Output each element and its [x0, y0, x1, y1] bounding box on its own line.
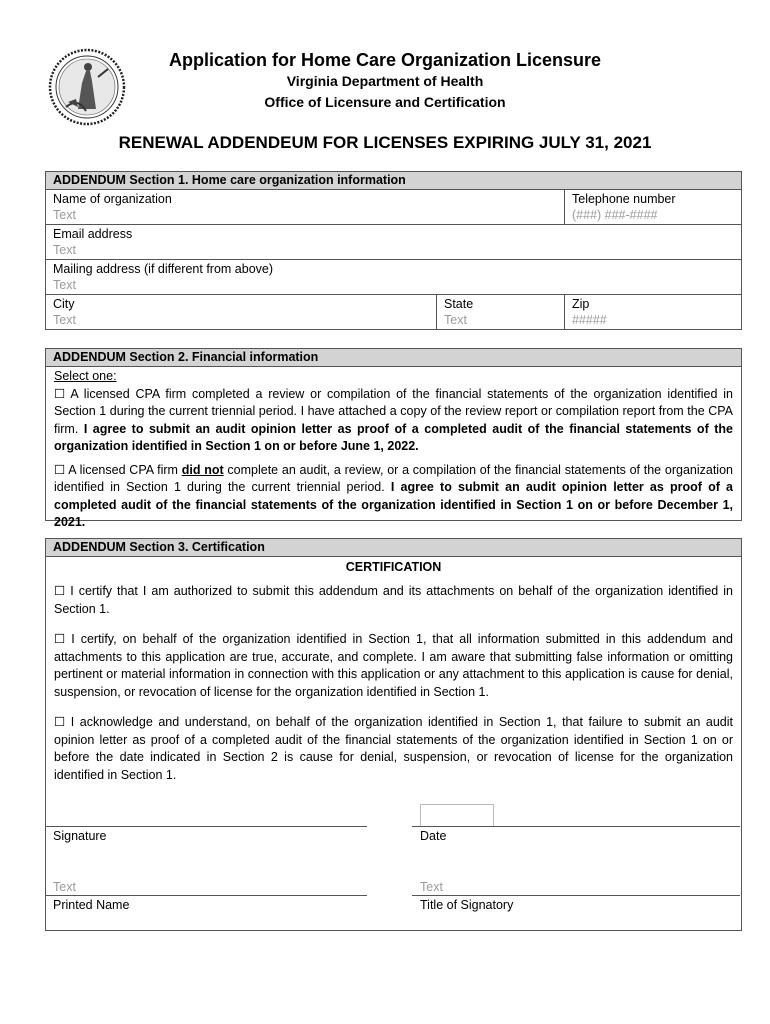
- email-field[interactable]: [46, 225, 741, 259]
- option1-text: A licensed CPA firm completed a review or compilation of the financial statements of the organization identified in Section 1 during the current triennial period. I have attached a copy of the review report or compilation report from the CPA firm.: [54, 386, 733, 436]
- signature-line: [45, 826, 367, 827]
- mail-label: Mailing address (if different from above): [53, 262, 274, 276]
- city-row: [46, 295, 741, 329]
- date-label: Date: [420, 829, 447, 843]
- cert1-text: I certify that I am authorized to submit this addendum and its attachments on behalf of the organization identified in Section 1.: [54, 584, 733, 616]
- state-input[interactable]: Text: [444, 313, 467, 327]
- section2-box: [45, 348, 742, 529]
- addendum-title: RENEWAL ADDENDEUM FOR LICENSES EXPIRING JULY 31, 2021: [118, 133, 652, 152]
- title-input[interactable]: Text: [420, 880, 443, 894]
- title-line: [412, 895, 740, 896]
- printed-name-line: [45, 895, 367, 896]
- org-input[interactable]: Text: [53, 208, 76, 222]
- title-label: Title of Signatory: [420, 898, 514, 912]
- printed-name-input[interactable]: Text: [53, 880, 76, 894]
- option1-paragraph: [46, 386, 741, 456]
- date-line: [412, 826, 740, 827]
- city-input[interactable]: Text: [53, 313, 76, 327]
- signature-label: Signature: [53, 829, 107, 843]
- date-input-box[interactable]: [420, 804, 494, 827]
- section3-heading: ADDENDUM Section 3. Certification: [46, 539, 741, 557]
- cert3-checkbox[interactable]: ☐: [54, 715, 66, 729]
- email-label: Email address: [53, 227, 133, 241]
- mail-input[interactable]: Text: [53, 278, 76, 292]
- option2-paragraph: [46, 462, 741, 532]
- state-label: State: [444, 297, 474, 311]
- office-name: Office of Licensure and Certification: [264, 94, 506, 110]
- zip-field[interactable]: [564, 295, 741, 329]
- cert3-text: I acknowledge and understand, on behalf of the organization identified in Section 1, that failure to submit an audit opinion letter as proof of a completed audit of the financial statements of the organization identified in Section 1 on or before the date indicated in Section 2 is cause for denial, suspension, or revocation of license for the organization identified in Section 1.: [54, 715, 733, 782]
- form-title: Application for Home Care Organization Licensure: [168, 50, 602, 70]
- mail-row: [46, 260, 741, 295]
- option1-checkbox[interactable]: ☐: [54, 386, 66, 401]
- option2-checkbox[interactable]: ☐: [54, 462, 66, 477]
- cert2-paragraph: [46, 631, 741, 701]
- org-row: [46, 190, 741, 225]
- state-field[interactable]: [436, 295, 564, 329]
- cert1-checkbox[interactable]: ☐: [54, 584, 66, 598]
- option2-bold-text: I agree to submit an audit opinion letter as proof of a completed audit of the financial statements of the organization identified in Section 1 on or before December 1, 2021.: [54, 480, 733, 529]
- select-one-label: Select one:: [54, 369, 117, 383]
- option2-pre-text: A licensed CPA firm: [68, 462, 182, 477]
- zip-label: Zip: [572, 297, 590, 311]
- section2-heading: ADDENDUM Section 2. Financial information: [46, 349, 741, 367]
- option1-bold-text: I agree to submit an audit opinion letter as proof of a completed audit of the financial statements of the organization identified in Section 1 on or before June 1, 2022.: [54, 421, 733, 453]
- zip-input[interactable]: #####: [572, 313, 607, 327]
- mail-field[interactable]: [46, 260, 741, 294]
- city-label: City: [53, 297, 75, 311]
- cert2-checkbox[interactable]: ☐: [54, 632, 66, 646]
- option2-text: complete an audit, a review, or a compilation of the financial statements of the organization identified in Section 1 during the current triennial period.: [54, 462, 733, 494]
- phone-label: Telephone number: [572, 192, 676, 206]
- phone-input[interactable]: (###) ###-####: [572, 208, 658, 222]
- cert3-paragraph: [46, 714, 741, 784]
- option2-did-not: did not: [181, 462, 224, 477]
- org-label: Name of organization: [53, 192, 172, 206]
- phone-field[interactable]: [564, 190, 741, 224]
- section3-box: [45, 538, 742, 931]
- department-name: Virginia Department of Health: [286, 73, 484, 89]
- certification-title: CERTIFICATION: [345, 560, 442, 574]
- org-field[interactable]: [46, 190, 564, 224]
- city-field[interactable]: [46, 295, 436, 329]
- email-row: [46, 225, 741, 260]
- section1-box: [45, 171, 742, 330]
- cert2-text: I certify, on behalf of the organization identified in Section 1, that all information submitted in this addendum and attachments to this application are true, accurate, and complete. I am aware that submitting false information or omitting pertinent or material information in connection with this application or any attachment to this application is cause for denial, suspension, or revocation of license for the organization identified in Section 1.: [54, 632, 733, 699]
- section1-heading: ADDENDUM Section 1. Home care organization information: [46, 172, 741, 190]
- email-input[interactable]: Text: [53, 243, 76, 257]
- cert1-paragraph: [46, 583, 741, 618]
- printed-name-label: Printed Name: [53, 898, 130, 912]
